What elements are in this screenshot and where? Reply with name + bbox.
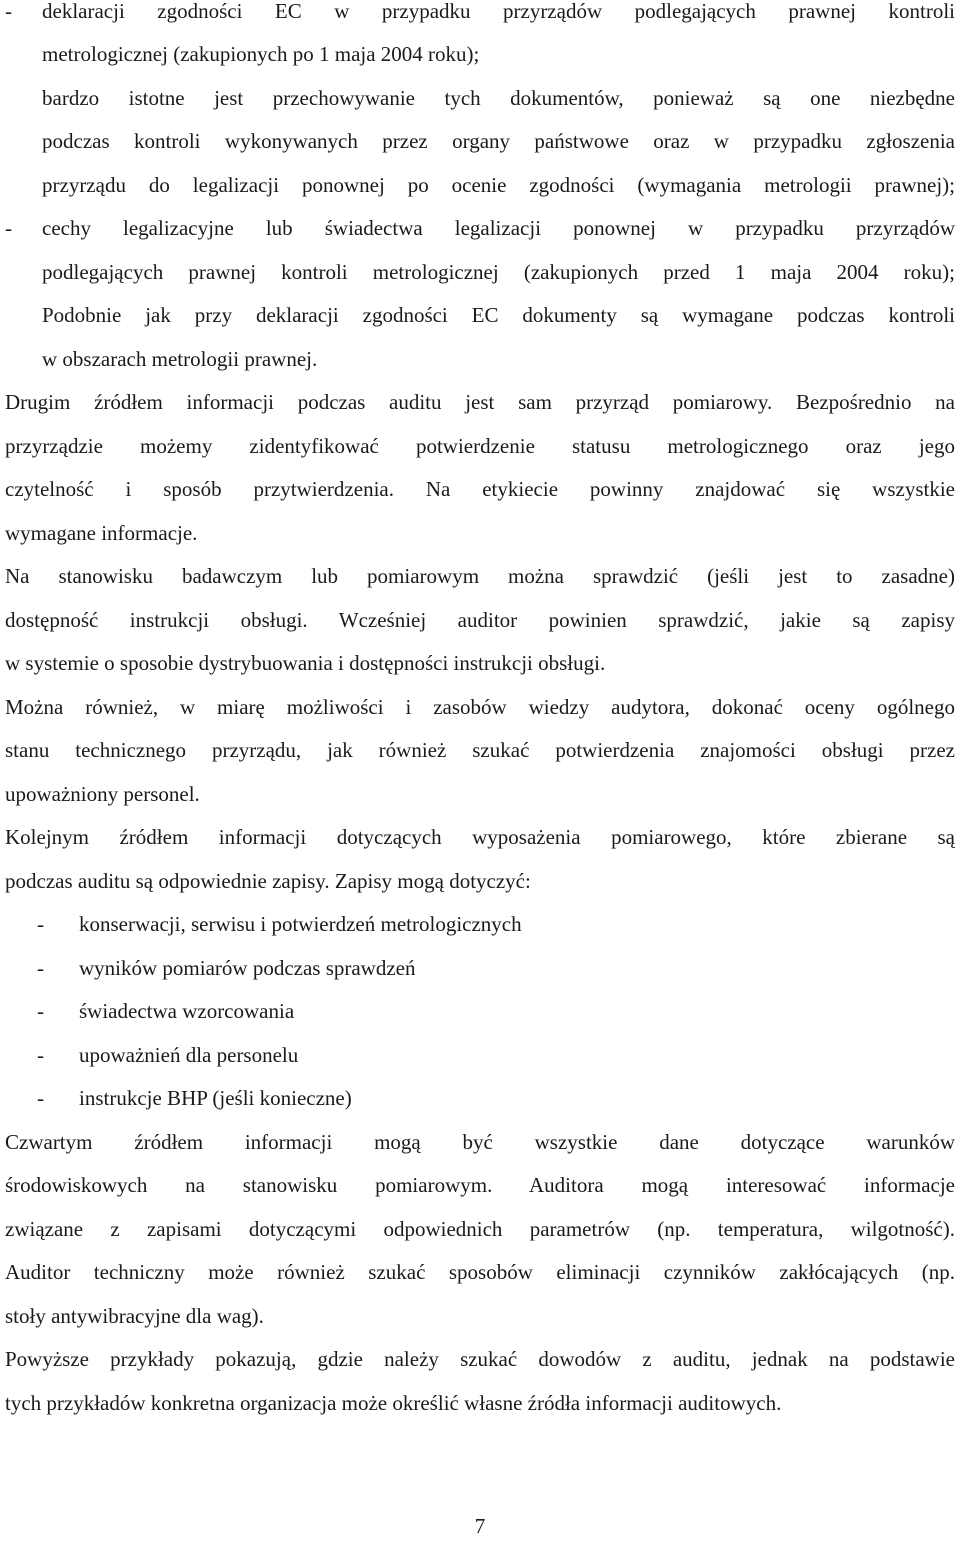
text-line: metrologicznej (zakupionych po 1 maja 2004 roku); [42, 42, 480, 66]
text-line: Podobnie jak przy deklaracji zgodności EC dokumenty są wymagane podczas kontroli [42, 303, 955, 327]
text-line: Na stanowisku badawczym lub pomiarowym można sprawdzić (jeśli jest to zasadne) [5, 564, 955, 588]
text-line: Powyższe przykłady pokazują, gdzie należy szukać dowodów z auditu, jednak na podstawie [5, 1347, 955, 1371]
text-line: związane z zapisami dotyczącymi odpowiednich parametrów (np. temperatura, wilgotność). [5, 1217, 955, 1241]
bullet-dash: - [37, 1086, 44, 1110]
text-line: Auditor techniczny może również szukać sposobów eliminacji czynników zakłócających (np. [5, 1260, 955, 1284]
text-line: wymagane informacje. [5, 521, 198, 545]
bullet-dash: - [37, 956, 44, 980]
text-line: przyrządu do legalizacji ponownej po ocenie zgodności (wymagania metrologii prawnej); [42, 173, 955, 197]
text-line: w obszarach metrologii prawnej. [42, 347, 318, 371]
bullet-dash: - [5, 216, 12, 240]
list-item: świadectwa wzorcowania [79, 999, 295, 1023]
list-item: instrukcje BHP (jeśli konieczne) [79, 1086, 352, 1110]
text-line: upoważniony personel. [5, 782, 200, 806]
bullet-dash: - [37, 1043, 44, 1067]
text-line: stanu technicznego przyrządu, jak również szukać potwierdzenia znajomości obsługi przez [5, 738, 955, 762]
bullet-dash: - [37, 999, 44, 1023]
text-line: Drugim źródłem informacji podczas auditu jest sam przyrząd pomiarowy. Bezpośrednio na [5, 390, 955, 414]
text-line: czytelność i sposób przytwierdzenia. Na etykiecie powinny znajdować się wszystkie [5, 477, 955, 501]
text-line: Można również, w miarę możliwości i zasobów wiedzy audytora, dokonać oceny ogólnego [5, 695, 955, 719]
bullet-dash: - [37, 912, 44, 936]
text-line: Kolejnym źródłem informacji dotyczących wyposażenia pomiarowego, które zbierane są [5, 825, 955, 849]
text-line: przyrządzie możemy zidentyfikować potwierdzenie statusu metrologicznego oraz jego [5, 434, 955, 458]
text-line: podczas auditu są odpowiednie zapisy. Zapisy mogą dotyczyć: [5, 869, 531, 893]
text-line: środowiskowych na stanowisku pomiarowym. Auditora mogą interesować informacje [5, 1173, 955, 1197]
page-number: 7 [474, 1514, 486, 1538]
text-line: podlegających prawnej kontroli metrologicznej (zakupionych przed 1 maja 2004 roku); [42, 260, 955, 284]
list-item: upoważnień dla personelu [79, 1043, 299, 1067]
text-line: cechy legalizacyjne lub świadectwa legalizacji ponownej w przypadku przyrządów [42, 216, 955, 240]
list-item: konserwacji, serwisu i potwierdzeń metrologicznych [79, 912, 522, 936]
text-line: dostępność instrukcji obsługi. Wcześniej auditor powinien sprawdzić, jakie są zapisy [5, 608, 955, 632]
text-line: tych przykładów konkretna organizacja może określić własne źródła informacji auditowych. [5, 1391, 782, 1415]
text-line: podczas kontroli wykonywanych przez organy państwowe oraz w przypadku zgłoszenia [42, 129, 955, 153]
text-line: deklaracji zgodności EC w przypadku przyrządów podlegających prawnej kontroli [42, 0, 955, 23]
text-line: bardzo istotne jest przechowywanie tych dokumentów, ponieważ są one niezbędne [42, 86, 955, 110]
list-item: wyników pomiarów podczas sprawdzeń [79, 956, 416, 980]
text-line: w systemie o sposobie dystrybuowania i dostępności instrukcji obsługi. [5, 651, 606, 675]
text-line: Czwartym źródłem informacji mogą być wszystkie dane dotyczące warunków [5, 1130, 955, 1154]
text-line: stoły antywibracyjne dla wag). [5, 1304, 264, 1328]
bullet-dash: - [5, 0, 12, 23]
